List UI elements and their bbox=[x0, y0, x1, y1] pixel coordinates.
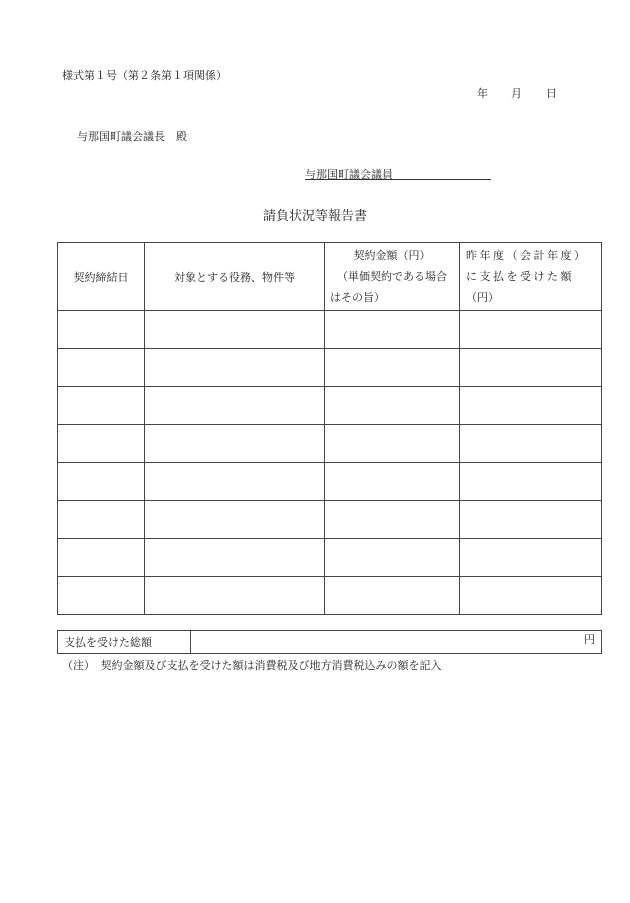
column-header-paid bbox=[460, 243, 602, 311]
column-header-service: 対象とする役務、物件等 bbox=[145, 243, 325, 311]
total-row bbox=[58, 631, 602, 654]
contract-table bbox=[57, 242, 602, 615]
amount-cell[interactable] bbox=[325, 463, 460, 501]
table-row bbox=[58, 539, 602, 577]
total-unit: 円 bbox=[584, 633, 595, 646]
contract-date-cell[interactable] bbox=[58, 425, 145, 463]
service-cell[interactable] bbox=[145, 463, 325, 501]
paid-cell[interactable] bbox=[460, 577, 602, 615]
amount-cell[interactable] bbox=[325, 425, 460, 463]
date-day: 日 bbox=[546, 87, 557, 100]
paid-cell[interactable] bbox=[460, 463, 602, 501]
date-month: 月 bbox=[511, 87, 522, 100]
contract-date-cell[interactable] bbox=[58, 501, 145, 539]
total-amount-field[interactable] bbox=[191, 631, 602, 654]
date-year: 年 bbox=[477, 87, 488, 100]
paid-cell[interactable] bbox=[460, 501, 602, 539]
column-header-amount bbox=[325, 243, 460, 311]
table-row bbox=[58, 349, 602, 387]
service-cell[interactable] bbox=[145, 539, 325, 577]
service-cell[interactable] bbox=[145, 425, 325, 463]
service-cell[interactable] bbox=[145, 349, 325, 387]
amount-cell[interactable] bbox=[325, 539, 460, 577]
service-cell[interactable] bbox=[145, 311, 325, 349]
table-row bbox=[58, 387, 602, 425]
footnote: （注） 契約金額及び支払を受けた額は消費税及び地方消費税込みの額を記入 bbox=[62, 659, 442, 672]
contract-date-cell[interactable] bbox=[58, 387, 145, 425]
contract-date-cell[interactable] bbox=[58, 311, 145, 349]
amount-header-line: 契約金額（円） bbox=[353, 249, 431, 262]
member-signature-line[interactable] bbox=[305, 166, 491, 180]
amount-header-line: はその旨） bbox=[330, 291, 385, 304]
paid-cell[interactable] bbox=[460, 311, 602, 349]
contract-date-cell[interactable] bbox=[58, 539, 145, 577]
form-number: 様式第１号（第２条第１項関係） bbox=[62, 69, 227, 82]
paid-cell[interactable] bbox=[460, 425, 602, 463]
total-table bbox=[57, 630, 602, 654]
amount-cell[interactable] bbox=[325, 577, 460, 615]
contract-date-cell[interactable] bbox=[58, 349, 145, 387]
page-title: 請負状況等報告書 bbox=[262, 209, 367, 224]
paid-header-line: （円） bbox=[466, 291, 499, 304]
table-header-row bbox=[58, 243, 602, 311]
column-header-contract-date: 契約締結日 bbox=[58, 243, 145, 311]
table-row bbox=[58, 311, 602, 349]
amount-cell[interactable] bbox=[325, 387, 460, 425]
amount-cell[interactable] bbox=[325, 349, 460, 387]
total-label: 支払を受けた総額 bbox=[58, 631, 191, 654]
paid-header-line: に支払を受けた額 bbox=[466, 270, 574, 283]
table-row bbox=[58, 425, 602, 463]
service-cell[interactable] bbox=[145, 577, 325, 615]
table-row bbox=[58, 463, 602, 501]
amount-cell[interactable] bbox=[325, 311, 460, 349]
member-label: 与那国町議会議員 bbox=[305, 168, 393, 181]
contract-date-cell[interactable] bbox=[58, 463, 145, 501]
addressee: 与那国町議会議長 殿 bbox=[77, 130, 187, 143]
paid-cell[interactable] bbox=[460, 349, 602, 387]
table-row bbox=[58, 501, 602, 539]
paid-header-line: 昨年度（会計年度） bbox=[466, 249, 588, 262]
amount-cell[interactable] bbox=[325, 501, 460, 539]
table-row bbox=[58, 577, 602, 615]
service-cell[interactable] bbox=[145, 501, 325, 539]
amount-header-line: （単価契約である場合 bbox=[337, 270, 447, 283]
paid-cell[interactable] bbox=[460, 387, 602, 425]
paid-cell[interactable] bbox=[460, 539, 602, 577]
contract-date-cell[interactable] bbox=[58, 577, 145, 615]
service-cell[interactable] bbox=[145, 387, 325, 425]
